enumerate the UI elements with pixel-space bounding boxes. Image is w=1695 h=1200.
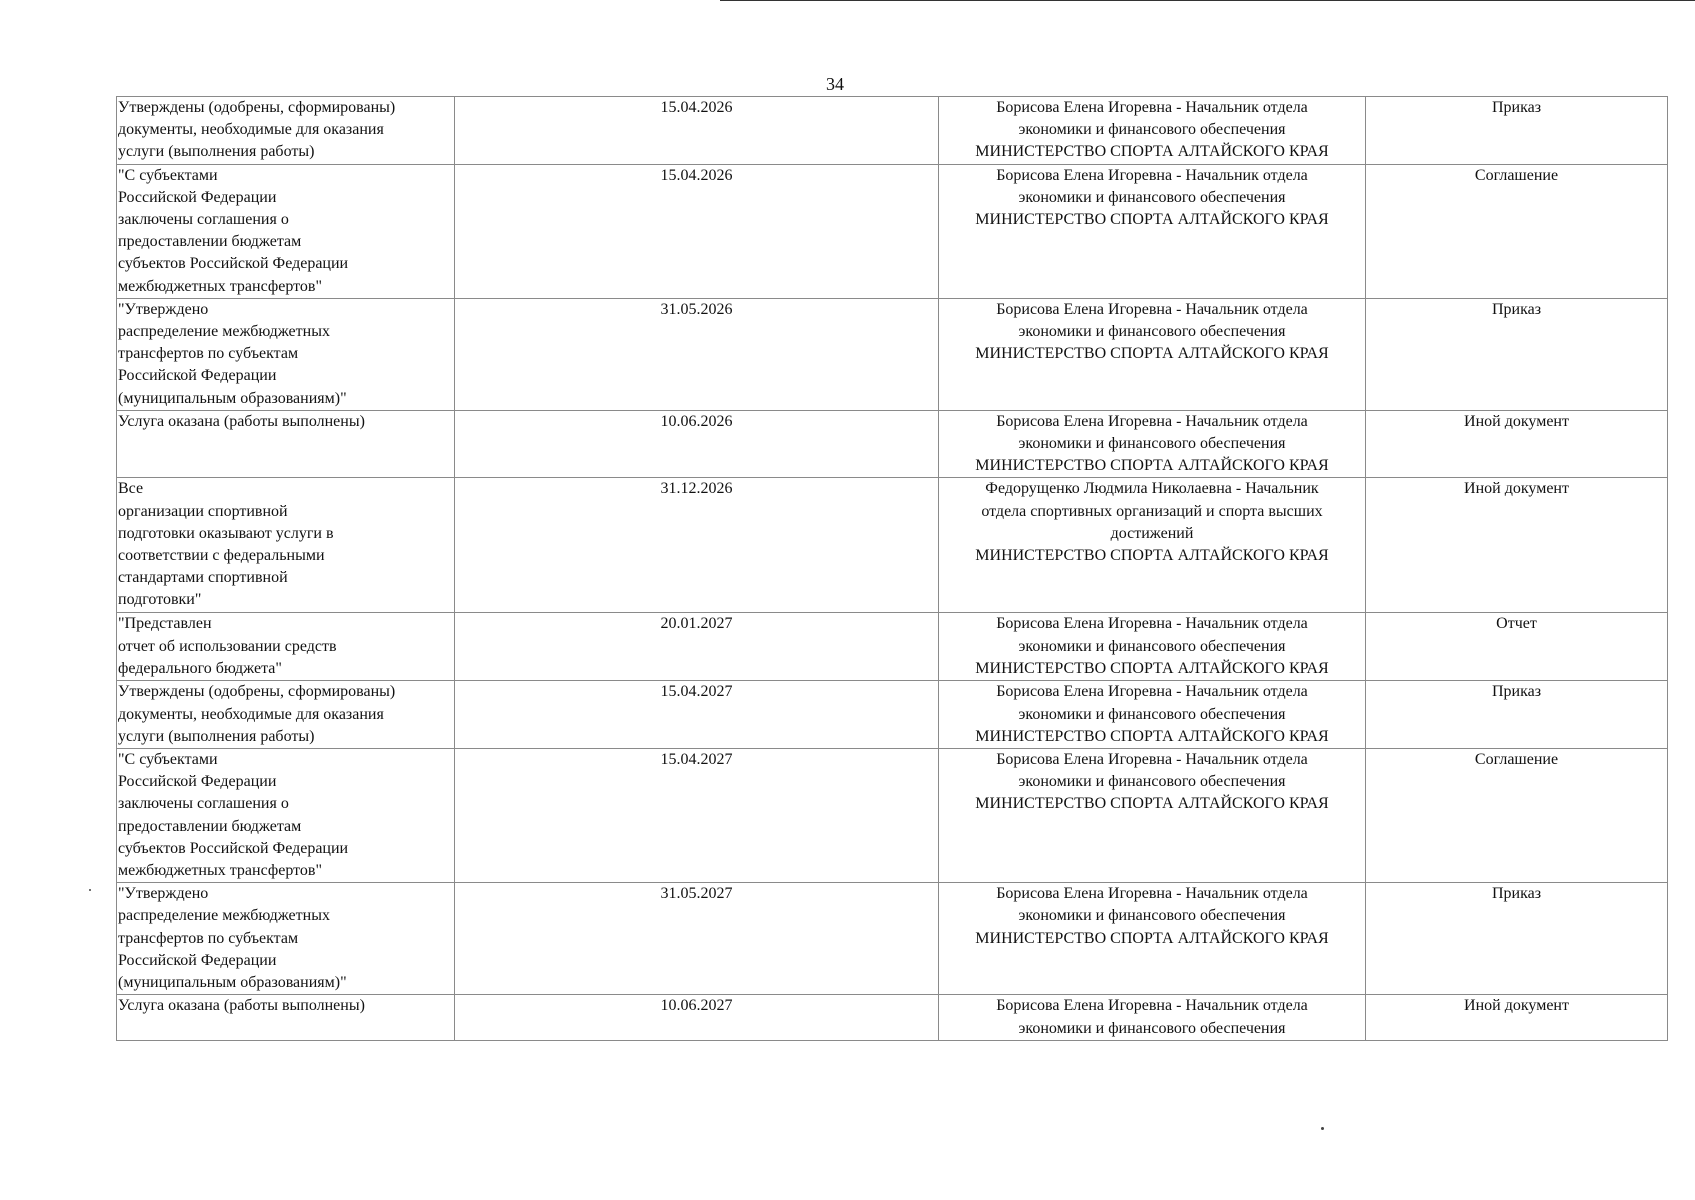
cell-responsible: Борисова Елена Игоревна - Начальник отдела экономики и финансового обеспечения МИНИСТЕРСТВО СПОРТА АЛТАЙСКОГО КРАЯ <box>939 681 1366 749</box>
scan-top-border-line <box>720 0 1695 1</box>
cell-description: Услуга оказана (работы выполнены) <box>117 410 455 478</box>
cell-description: "Утверждено распределение межбюджетных трансфертов по субъектам Российской Федерации (муниципальным образованиям)" <box>117 883 455 995</box>
cell-date: 15.04.2027 <box>455 749 939 883</box>
cell-date: 15.04.2026 <box>455 97 939 165</box>
table-row <box>117 298 1668 410</box>
cell-document-type: Иной документ <box>1366 410 1668 478</box>
cell-date: 15.04.2027 <box>455 681 939 749</box>
cell-document-type: Приказ <box>1366 883 1668 995</box>
table-row <box>117 478 1668 613</box>
cell-responsible: Борисова Елена Игоревна - Начальник отдела экономики и финансового обеспечения МИНИСТЕРСТВО СПОРТА АЛТАЙСКОГО КРАЯ <box>939 613 1366 681</box>
table-row <box>117 749 1668 883</box>
cell-responsible: Борисова Елена Игоревна - Начальник отдела экономики и финансового обеспечения МИНИСТЕРСТВО СПОРТА АЛТАЙСКОГО КРАЯ <box>939 410 1366 478</box>
cell-document-type: Иной документ <box>1366 995 1668 1040</box>
scan-speck <box>1321 1127 1324 1130</box>
table-row <box>117 410 1668 478</box>
table-row <box>117 613 1668 681</box>
page-number: 34 <box>826 74 844 94</box>
cell-description: Все организации спортивной подготовки оказывают услуги в соответствии с федеральными стандартами спортивной подготовки" <box>117 478 455 613</box>
cell-description: "С субъектами Российской Федерации заключены соглашения о предоставлении бюджетам субъектов Российской Федерации межбюджетных трансфертов" <box>117 749 455 883</box>
cell-document-type: Соглашение <box>1366 164 1668 298</box>
cell-responsible: Борисова Елена Игоревна - Начальник отдела экономики и финансового обеспечения МИНИСТЕРСТВО СПОРТА АЛТАЙСКОГО КРАЯ <box>939 883 1366 995</box>
cell-date: 31.05.2027 <box>455 883 939 995</box>
cell-responsible: Борисова Елена Игоревна - Начальник отдела экономики и финансового обеспечения <box>939 995 1366 1040</box>
cell-description: Утверждены (одобрены, сформированы) документы, необходимые для оказания услуги (выполнения работы) <box>117 97 455 165</box>
table-row <box>117 97 1668 165</box>
scan-speck <box>89 889 91 891</box>
cell-responsible: Борисова Елена Игоревна - Начальник отдела экономики и финансового обеспечения МИНИСТЕРСТВО СПОРТА АЛТАЙСКОГО КРАЯ <box>939 749 1366 883</box>
cell-date: 10.06.2026 <box>455 410 939 478</box>
cell-date: 31.12.2026 <box>455 478 939 613</box>
cell-document-type: Соглашение <box>1366 749 1668 883</box>
cell-responsible: Борисова Елена Игоревна - Начальник отдела экономики и финансового обеспечения МИНИСТЕРСТВО СПОРТА АЛТАЙСКОГО КРАЯ <box>939 298 1366 410</box>
cell-document-type: Приказ <box>1366 97 1668 165</box>
table-row <box>117 883 1668 995</box>
cell-document-type: Приказ <box>1366 298 1668 410</box>
table-row <box>117 164 1668 298</box>
cell-document-type: Приказ <box>1366 681 1668 749</box>
schedule-table <box>116 96 1668 1041</box>
cell-responsible: Федорущенко Людмила Николаевна - Начальник отдела спортивных организаций и спорта высших достижений МИНИСТЕРСТВО СПОРТА АЛТАЙСКОГО КРАЯ <box>939 478 1366 613</box>
table-row <box>117 995 1668 1040</box>
cell-description: "Представлен отчет об использовании средств федерального бюджета" <box>117 613 455 681</box>
cell-date: 20.01.2027 <box>455 613 939 681</box>
cell-date: 10.06.2027 <box>455 995 939 1040</box>
cell-description: "Утверждено распределение межбюджетных трансфертов по субъектам Российской Федерации (муниципальным образованиям)" <box>117 298 455 410</box>
cell-date: 15.04.2026 <box>455 164 939 298</box>
table-row <box>117 681 1668 749</box>
cell-document-type: Отчет <box>1366 613 1668 681</box>
cell-document-type: Иной документ <box>1366 478 1668 613</box>
cell-description: Услуга оказана (работы выполнены) <box>117 995 455 1040</box>
cell-responsible: Борисова Елена Игоревна - Начальник отдела экономики и финансового обеспечения МИНИСТЕРСТВО СПОРТА АЛТАЙСКОГО КРАЯ <box>939 97 1366 165</box>
cell-responsible: Борисова Елена Игоревна - Начальник отдела экономики и финансового обеспечения МИНИСТЕРСТВО СПОРТА АЛТАЙСКОГО КРАЯ <box>939 164 1366 298</box>
cell-description: Утверждены (одобрены, сформированы) документы, необходимые для оказания услуги (выполнения работы) <box>117 681 455 749</box>
schedule-table-body <box>117 97 1668 1041</box>
cell-date: 31.05.2026 <box>455 298 939 410</box>
cell-description: "С субъектами Российской Федерации заключены соглашения о предоставлении бюджетам субъектов Российской Федерации межбюджетных трансфертов" <box>117 164 455 298</box>
